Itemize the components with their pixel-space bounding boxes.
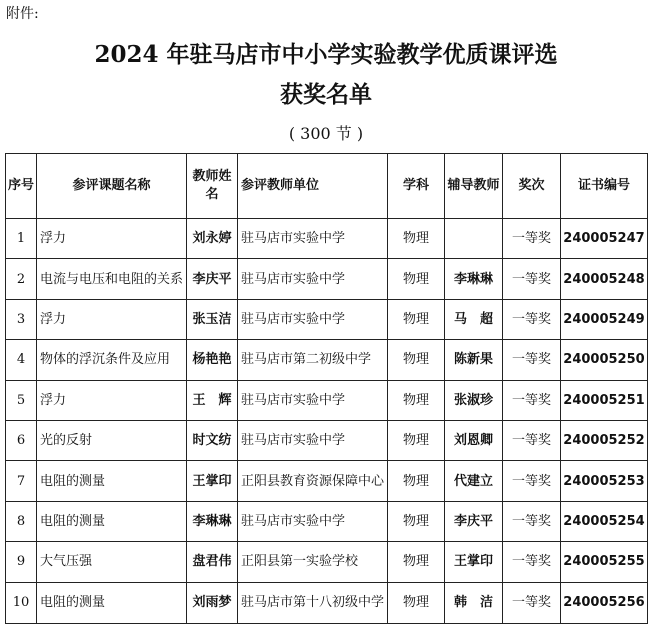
col-header-topic: 参评课题名称	[37, 154, 187, 219]
cert-number-cell: 240005253	[561, 461, 648, 501]
award-cell: 一等奖	[503, 380, 561, 420]
page-title: 2024 年驻马店市中小学实验教学优质课评选	[94, 41, 558, 68]
unit-cell: 驻马店市实验中学	[238, 420, 388, 460]
table-row	[6, 219, 648, 259]
table-row	[6, 299, 648, 339]
topic-cell: 浮力	[37, 380, 187, 420]
topic-cell: 浮力	[37, 299, 187, 339]
tutor-cell: 马 超	[445, 299, 503, 339]
unit-cell: 驻马店市实验中学	[238, 380, 388, 420]
award-cell: 一等奖	[503, 259, 561, 299]
subject-cell: 物理	[388, 461, 445, 501]
subject-cell: 物理	[388, 259, 445, 299]
topic-cell: 物体的浮沉条件及应用	[37, 340, 187, 380]
col-header-subject: 学科	[388, 154, 445, 219]
tutor-cell: 代建立	[445, 461, 503, 501]
table-row	[6, 259, 648, 299]
table-row	[6, 461, 648, 501]
tutor-cell: 王掌印	[445, 542, 503, 582]
unit-cell: 驻马店市实验中学	[238, 501, 388, 541]
teacher-name-cell: 张玉洁	[187, 299, 238, 339]
award-cell: 一等奖	[503, 340, 561, 380]
col-header-unit: 参评教师单位	[238, 154, 388, 219]
table-row	[6, 420, 648, 460]
row-num: 6	[6, 420, 37, 460]
award-cell: 一等奖	[503, 542, 561, 582]
award-cell: 一等奖	[503, 420, 561, 460]
table-row	[6, 501, 648, 541]
teacher-name-cell: 杨艳艳	[187, 340, 238, 380]
lesson-count: ( 300 节 )	[288, 124, 364, 143]
topic-cell: 电阻的测量	[37, 501, 187, 541]
row-num: 9	[6, 542, 37, 582]
cert-number-cell: 240005250	[561, 340, 648, 380]
unit-cell: 驻马店市实验中学	[238, 259, 388, 299]
subject-cell: 物理	[388, 501, 445, 541]
row-num: 1	[6, 219, 37, 259]
tutor-cell: 陈新果	[445, 340, 503, 380]
unit-cell: 驻马店市第十八初级中学	[238, 582, 388, 623]
teacher-name-cell: 盘君伟	[187, 542, 238, 582]
row-num: 7	[6, 461, 37, 501]
table-header-row	[6, 154, 648, 219]
row-num: 10	[6, 582, 37, 623]
tutor-cell: 张淑珍	[445, 380, 503, 420]
cert-number-cell: 240005249	[561, 299, 648, 339]
col-header-teacher: 教师姓名	[187, 154, 238, 219]
unit-cell: 驻马店市实验中学	[238, 299, 388, 339]
row-num: 4	[6, 340, 37, 380]
teacher-name-cell: 王掌印	[187, 461, 238, 501]
subject-cell: 物理	[388, 299, 445, 339]
tutor-cell: 刘恩卿	[445, 420, 503, 460]
teacher-name-cell: 李庆平	[187, 259, 238, 299]
teacher-name-cell: 刘雨梦	[187, 582, 238, 623]
cert-number-cell: 240005255	[561, 542, 648, 582]
col-header-tutor: 辅导教师	[445, 154, 503, 219]
subject-cell: 物理	[388, 340, 445, 380]
cert-number-cell: 240005248	[561, 259, 648, 299]
cert-number-cell: 240005252	[561, 420, 648, 460]
unit-cell: 正阳县第一实验学校	[238, 542, 388, 582]
table-row	[6, 380, 648, 420]
subject-cell: 物理	[388, 380, 445, 420]
topic-cell: 浮力	[37, 219, 187, 259]
attachment-label: 附件:	[6, 6, 39, 22]
subject-cell: 物理	[388, 542, 445, 582]
topic-cell: 电阻的测量	[37, 461, 187, 501]
cert-number-cell: 240005251	[561, 380, 648, 420]
award-cell: 一等奖	[503, 501, 561, 541]
subject-cell: 物理	[388, 420, 445, 460]
teacher-name-cell: 王 辉	[187, 380, 238, 420]
teacher-name-cell: 李琳琳	[187, 501, 238, 541]
tutor-cell: 韩 洁	[445, 582, 503, 623]
award-cell: 一等奖	[503, 582, 561, 623]
col-header-cert: 证书编号	[561, 154, 648, 219]
table-row	[6, 340, 648, 380]
cert-number-cell: 240005254	[561, 501, 648, 541]
unit-cell: 驻马店市实验中学	[238, 219, 388, 259]
col-header-award: 奖次	[503, 154, 561, 219]
page-subtitle: 获奖名单	[280, 81, 372, 108]
subject-cell: 物理	[388, 582, 445, 623]
topic-cell: 大气压强	[37, 542, 187, 582]
tutor-cell	[445, 219, 503, 259]
topic-cell: 电阻的测量	[37, 582, 187, 623]
teacher-name-cell: 刘永婷	[187, 219, 238, 259]
subject-cell: 物理	[388, 219, 445, 259]
cert-number-cell: 240005247	[561, 219, 648, 259]
row-num: 2	[6, 259, 37, 299]
award-table	[5, 153, 648, 624]
row-num: 3	[6, 299, 37, 339]
table-row	[6, 582, 648, 623]
table-row	[6, 542, 648, 582]
award-cell: 一等奖	[503, 219, 561, 259]
row-num: 5	[6, 380, 37, 420]
topic-cell: 光的反射	[37, 420, 187, 460]
topic-cell: 电流与电压和电阻的关系	[37, 259, 187, 299]
unit-cell: 驻马店市第二初级中学	[238, 340, 388, 380]
tutor-cell: 李琳琳	[445, 259, 503, 299]
teacher-name-cell: 时文纺	[187, 420, 238, 460]
cert-number-cell: 240005256	[561, 582, 648, 623]
tutor-cell: 李庆平	[445, 501, 503, 541]
award-cell: 一等奖	[503, 461, 561, 501]
award-cell: 一等奖	[503, 299, 561, 339]
row-num: 8	[6, 501, 37, 541]
col-header-num: 序号	[6, 154, 37, 219]
unit-cell: 正阳县教育资源保障中心	[238, 461, 388, 501]
